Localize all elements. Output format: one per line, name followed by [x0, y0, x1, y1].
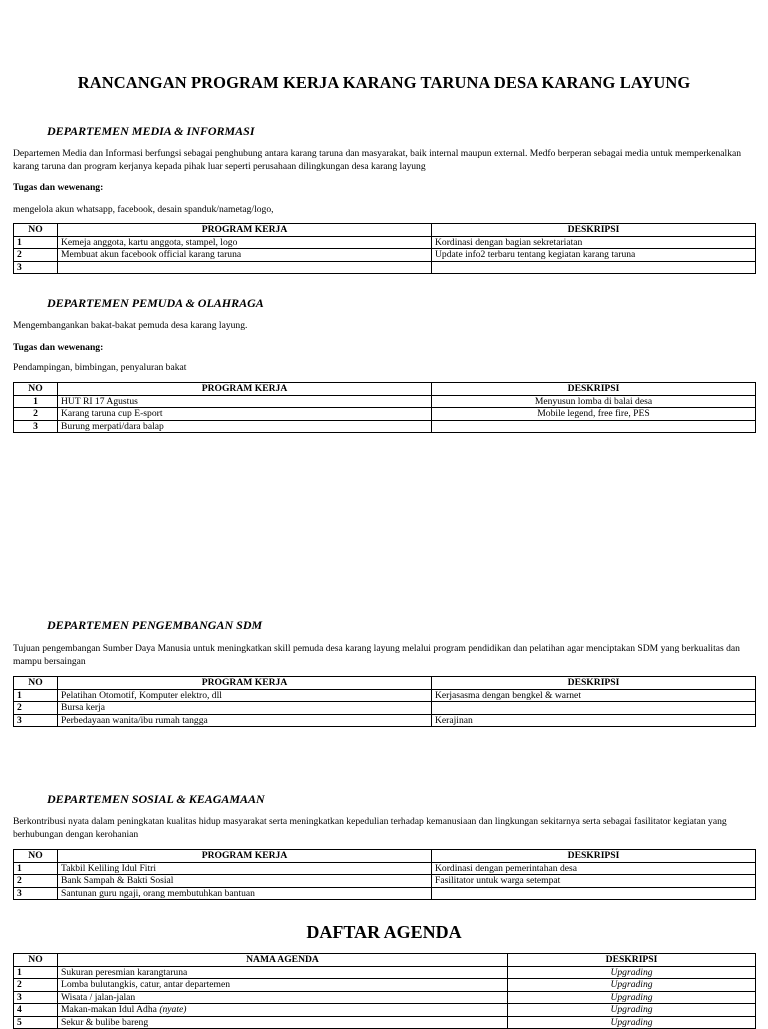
row-no: 2 [14, 702, 58, 715]
row-desc [432, 420, 756, 433]
col-header-no: NO [14, 850, 58, 863]
table-row [14, 702, 756, 715]
row-agenda-name [58, 1004, 508, 1017]
table-row [14, 714, 756, 727]
dept-pemuda-description: Mengembangankan bakat-bakat pemuda desa karang layung. [13, 320, 248, 331]
table-row [14, 875, 756, 888]
table-row [14, 689, 756, 702]
row-program: Perbedayaan wanita/ibu rumah tangga [58, 714, 432, 727]
col-header-desc: DESKRIPSI [508, 954, 756, 967]
col-header-program: PROGRAM KERJA [58, 383, 432, 396]
row-desc: Upgrading [508, 979, 756, 992]
dept-media-tugas-label: Tugas dan wewenang: [13, 182, 104, 193]
row-desc: Upgrading [508, 1004, 756, 1017]
agenda-name-text: Makan-makan Idul Adha [61, 1004, 160, 1016]
col-header-desc: DESKRIPSI [432, 224, 756, 237]
table-row [14, 261, 756, 274]
row-desc: Kerajinan [432, 714, 756, 727]
col-header-desc: DESKRIPSI [432, 383, 756, 396]
row-no: 4 [14, 1004, 58, 1017]
row-program: Burung merpati/dara balap [58, 420, 432, 433]
table-row [14, 1016, 756, 1029]
row-agenda-name [58, 991, 508, 1004]
row-desc [432, 887, 756, 900]
row-desc: Upgrading [508, 1016, 756, 1029]
row-program: Santunan guru ngaji, orang membutuhkan bantuan [58, 887, 432, 900]
row-no: 1 [14, 966, 58, 979]
dept-sdm-heading: DEPARTEMEN PENGEMBANGAN SDM [47, 618, 263, 632]
row-desc: Upgrading [508, 966, 756, 979]
table-row [14, 395, 756, 408]
row-desc [432, 702, 756, 715]
table-header-row [14, 850, 756, 863]
row-program: Bank Sampah & Bakti Sosial [58, 875, 432, 888]
row-desc: Mobile legend, free fire, PES [432, 408, 756, 421]
agenda-title: DAFTAR AGENDA [306, 922, 462, 942]
agenda-table [13, 953, 756, 1029]
table-header-row [14, 383, 756, 396]
table-header-row [14, 224, 756, 237]
row-agenda-name [58, 979, 508, 992]
row-program: Pelatihan Otomotif, Komputer elektro, dll [58, 689, 432, 702]
col-header-desc: DESKRIPSI [432, 850, 756, 863]
row-agenda-name [58, 1016, 508, 1029]
dept-media-description: Departemen Media dan Informasi berfungsi sebagai penghubung antara karang taruna dan masyarakat, baik internal maupun external. Medfo berperan sebagai media untuk memperkenalkan karang taruna dan program kerjanya kepada pihak luar seperti perusahaan dilingkungan desa karang layung [13, 148, 742, 172]
row-program: HUT RI 17 Agustus [58, 395, 432, 408]
row-program [58, 261, 432, 274]
table-row [14, 236, 756, 249]
table-row [14, 966, 756, 979]
row-agenda-name [58, 966, 508, 979]
row-no: 3 [14, 714, 58, 727]
row-no: 2 [14, 979, 58, 992]
dept-pemuda-tugas-label: Tugas dan wewenang: [13, 342, 104, 353]
dept-pemuda-table [13, 382, 756, 433]
row-no: 2 [14, 408, 58, 421]
dept-sdm-table [13, 676, 756, 727]
dept-media-tugas: mengelola akun whatsapp, facebook, desain spanduk/nametag/logo, [13, 204, 274, 215]
row-desc: Kordinasi dengan pemerintahan desa [432, 862, 756, 875]
col-header-no: NO [14, 954, 58, 967]
row-no: 3 [14, 420, 58, 433]
col-header-agenda: NAMA AGENDA [58, 954, 508, 967]
row-desc: Kerjasasma dengan bengkel & warnet [432, 689, 756, 702]
table-row [14, 249, 756, 262]
dept-sosial-table [13, 849, 756, 900]
row-no: 2 [14, 875, 58, 888]
row-no: 1 [14, 236, 58, 249]
col-header-program: PROGRAM KERJA [58, 850, 432, 863]
row-desc: Menyusun lomba di balai desa [432, 395, 756, 408]
table-row [14, 887, 756, 900]
row-no: 5 [14, 1016, 58, 1029]
row-no: 3 [14, 261, 58, 274]
col-header-no: NO [14, 224, 58, 237]
col-header-no: NO [14, 383, 58, 396]
dept-pemuda-heading: DEPARTEMEN PEMUDA & OLAHRAGA [47, 296, 264, 310]
dept-pemuda-tugas: Pendampingan, bimbingan, penyaluran bakat [13, 362, 187, 373]
dept-media-heading: DEPARTEMEN MEDIA & INFORMASI [47, 124, 255, 138]
agenda-name-text: Wisata / jalan-jalan [61, 991, 136, 1003]
row-no: 1 [14, 689, 58, 702]
row-no: 1 [14, 395, 58, 408]
col-header-no: NO [14, 677, 58, 690]
row-no: 1 [14, 862, 58, 875]
dept-media-table [13, 223, 756, 274]
row-no: 3 [14, 887, 58, 900]
agenda-name-text: Sukuran peresmian karangtaruna [61, 966, 188, 978]
table-row [14, 420, 756, 433]
row-program: Bursa kerja [58, 702, 432, 715]
row-desc: Fasilitator untuk warga setempat [432, 875, 756, 888]
table-row [14, 1004, 756, 1017]
agenda-note: (nyate) [159, 1004, 187, 1016]
table-row [14, 979, 756, 992]
row-no: 2 [14, 249, 58, 262]
row-desc: Update info2 terbaru tentang kegiatan karang taruna [432, 249, 756, 262]
table-header-row [14, 954, 756, 967]
table-header-row [14, 677, 756, 690]
row-program: Karang taruna cup E-sport [58, 408, 432, 421]
col-header-program: PROGRAM KERJA [58, 224, 432, 237]
row-program: Kemeja anggota, kartu anggota, stampel, logo [58, 236, 432, 249]
row-program: Takbil Keliling Idul Fitri [58, 862, 432, 875]
row-desc [432, 261, 756, 274]
col-header-program: PROGRAM KERJA [58, 677, 432, 690]
row-desc: Upgrading [508, 991, 756, 1004]
row-no: 3 [14, 991, 58, 1004]
table-row [14, 991, 756, 1004]
dept-sosial-description: Berkontribusi nyata dalam peningkatan kualitas hidup masyarakat serta meningkatkan kepedulian terhadap kemanusiaan dan lingkungan sekitarnya serta sebagai fasilitator kegiatan yang berhubungan dengan kerohanian [13, 816, 727, 840]
agenda-name-text: Sekur & bulibe bareng [61, 1016, 149, 1028]
table-row [14, 862, 756, 875]
document-title: RANCANGAN PROGRAM KERJA KARANG TARUNA DESA KARANG LAYUNG [77, 73, 691, 92]
row-desc: Kordinasi dengan bagian sekretariatan [432, 236, 756, 249]
col-header-desc: DESKRIPSI [432, 677, 756, 690]
agenda-name-text: Lomba bulutangkis, catur, antar departemen [61, 979, 231, 991]
row-program: Membuat akun facebook official karang taruna [58, 249, 432, 262]
dept-sdm-description: Tujuan pengembangan Sumber Daya Manusia untuk meningkatkan skill pemuda desa karang layung melalui program pendidikan dan pelatihan agar menciptakan SDM yang berkualitas dan mampu bersaingan [13, 643, 740, 667]
dept-sosial-heading: DEPARTEMEN SOSIAL & KEAGAMAAN [47, 792, 265, 806]
table-row [14, 408, 756, 421]
